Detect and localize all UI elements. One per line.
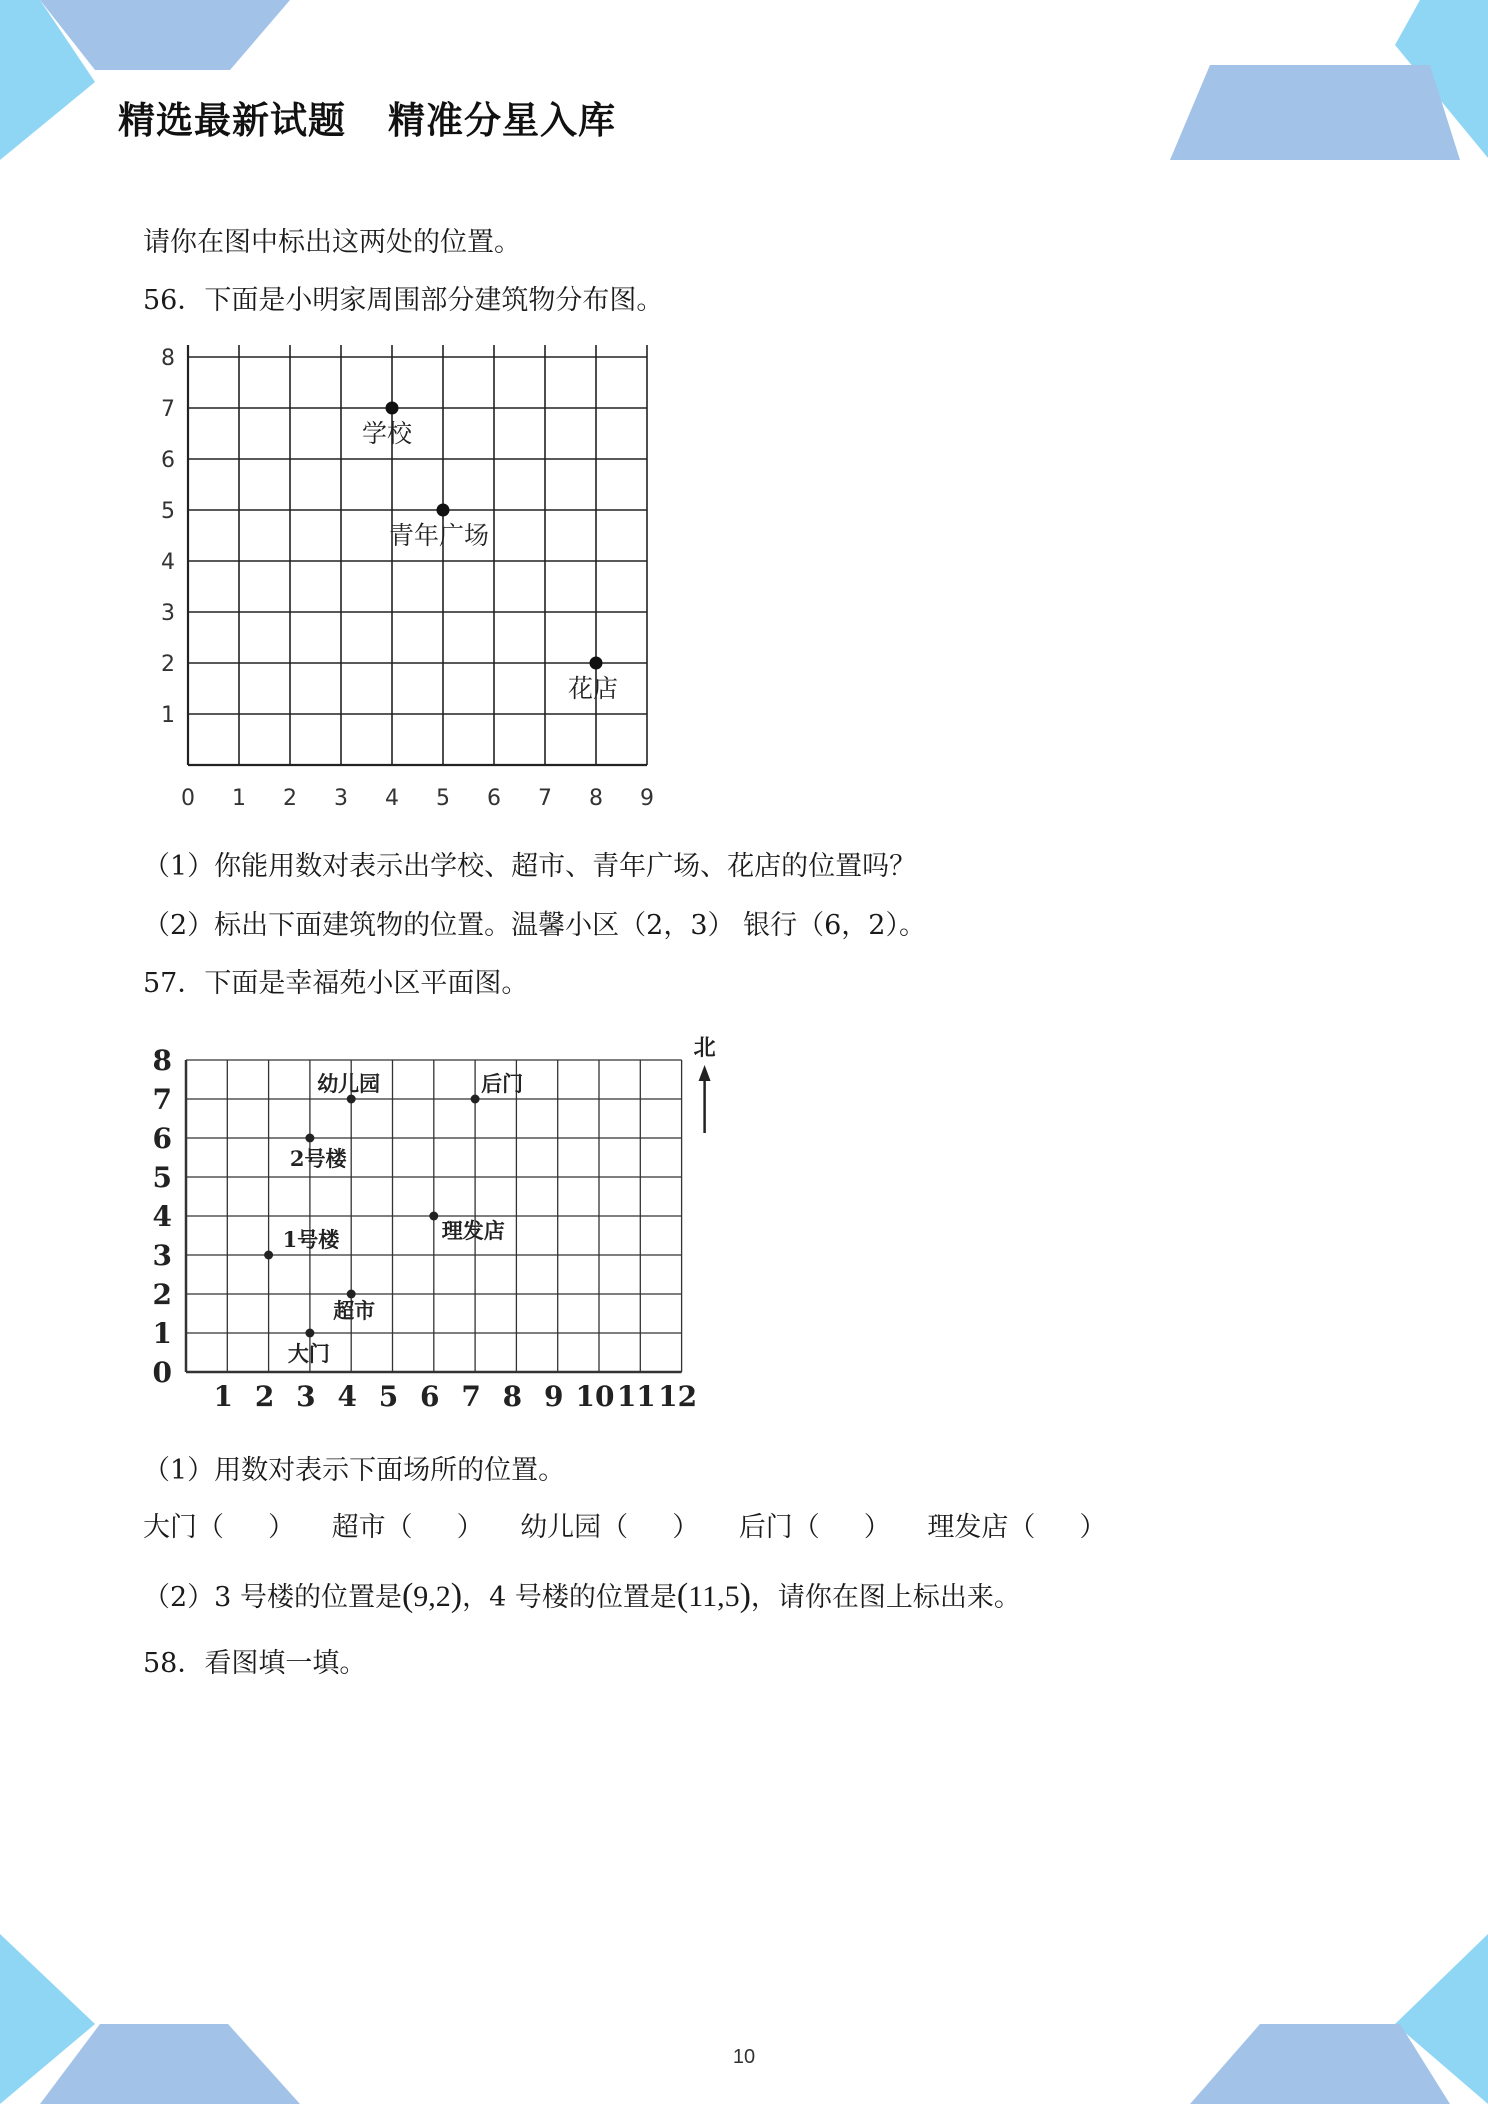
point-label: 1号楼 — [282, 1227, 340, 1252]
y-tick-label: 7 — [161, 397, 175, 422]
fill-item-kindergarten: 幼儿园（ ） — [520, 1512, 700, 1543]
y-tick-label: 8 — [161, 346, 175, 371]
question-56-text: 下面是小明家周围部分建筑物分布图。 — [204, 285, 664, 316]
y-tick-label: 2 — [152, 1278, 172, 1311]
point-label: 幼儿园 — [317, 1071, 381, 1096]
coord-building-3: (9,2) — [401, 1577, 463, 1614]
corner-decoration-bottom-left — [0, 1930, 310, 2104]
x-tick-label: 0 — [181, 786, 195, 811]
page-header-title — [118, 90, 616, 144]
x-tick-label: 8 — [589, 786, 603, 811]
y-tick-label: 5 — [161, 499, 175, 524]
question-56-number: 56． — [143, 285, 205, 316]
question-58-text: 看图填一填。 — [204, 1648, 367, 1679]
corner-decoration-top-right — [1170, 0, 1488, 170]
question-56-sub1: （1）你能用数对表示出学校、超市、青年广场、花店的位置吗？ — [143, 851, 917, 882]
question-58-number: 58． — [143, 1648, 205, 1679]
chart-community-plan — [150, 1035, 740, 1420]
x-tick-label: 2 — [283, 786, 297, 811]
north-arrow-head — [699, 1065, 711, 1081]
question-57 — [143, 968, 528, 1000]
y-tick-label: 2 — [161, 652, 175, 677]
data-point — [305, 1134, 314, 1143]
corner-decoration-bottom-right — [1170, 1930, 1488, 2104]
data-point — [386, 402, 399, 415]
coord-building-4: (11,5) — [676, 1577, 751, 1614]
y-tick-label: 6 — [152, 1122, 172, 1155]
data-point — [471, 1095, 480, 1104]
x-tick-label: 3 — [334, 786, 348, 811]
x-tick-label: 10 — [575, 1380, 615, 1413]
x-tick-label: 7 — [461, 1380, 481, 1413]
point-label: 花店 — [568, 674, 619, 703]
header-title-part1: 精选最新试题 — [118, 99, 346, 142]
x-tick-label: 2 — [254, 1380, 275, 1413]
x-tick-label: 5 — [378, 1380, 399, 1413]
x-tick-label: 1 — [232, 786, 246, 811]
point-label: 超市 — [333, 1298, 376, 1323]
point-label: 后门 — [481, 1071, 524, 1096]
x-tick-label: 9 — [543, 1380, 564, 1413]
x-tick-label: 5 — [436, 786, 450, 811]
y-tick-label: 7 — [152, 1083, 172, 1116]
question-57-number: 57． — [143, 968, 205, 999]
fill-item-supermarket: 超市（ ） — [331, 1512, 484, 1543]
point-label — [515, 345, 565, 346]
x-tick-label: 3 — [296, 1380, 316, 1413]
y-tick-label: 5 — [152, 1161, 172, 1194]
x-tick-label: 8 — [502, 1380, 523, 1413]
question-56-sub2: （2）标出下面建筑物的位置。温馨小区（2，3） 银行（6，2）。 — [143, 910, 926, 941]
y-tick-label: 8 — [152, 1044, 172, 1077]
point-label: 青年广场 — [389, 521, 490, 550]
x-tick-label: 9 — [640, 786, 654, 811]
header-title-part2: 精准分星入库 — [388, 99, 616, 142]
corner-decoration-top-left — [0, 0, 300, 170]
x-tick-label: 4 — [337, 1380, 357, 1413]
intro-line: 请你在图中标出这两处的位置。 — [143, 227, 521, 258]
y-tick-label: 0 — [152, 1356, 172, 1389]
y-tick-label: 3 — [161, 601, 175, 626]
y-tick-label: 1 — [152, 1317, 172, 1350]
question-56 — [143, 285, 663, 317]
data-point — [429, 1212, 438, 1221]
x-tick-label: 7 — [538, 786, 552, 811]
x-tick-label: 12 — [658, 1380, 698, 1413]
y-tick-label: 6 — [161, 448, 175, 473]
data-point — [305, 1329, 314, 1338]
x-tick-label: 6 — [487, 786, 501, 811]
question-57-sub1: （1）用数对表示下面场所的位置。 — [143, 1455, 566, 1486]
x-tick-label: 6 — [420, 1380, 440, 1413]
fill-item-barber: 理发店（ ） — [927, 1512, 1107, 1543]
question-57-text: 下面是幸福苑小区平面图。 — [204, 968, 529, 999]
fill-item-back-gate: 后门（ ） — [738, 1512, 891, 1543]
fill-item-gate: 大门（ ） — [143, 1512, 295, 1543]
data-point — [590, 657, 603, 670]
question-57-fill-row — [143, 1512, 1106, 1544]
data-point — [437, 504, 450, 517]
page-number: 10 — [732, 2046, 756, 2068]
y-tick-label: 3 — [152, 1239, 172, 1272]
point-label: 2号楼 — [289, 1146, 347, 1171]
y-tick-label: 1 — [161, 703, 175, 728]
point-label: 学校 — [362, 419, 413, 448]
north-label: 北 — [693, 1035, 716, 1061]
point-label: 理发店 — [441, 1218, 505, 1243]
y-tick-label: 4 — [161, 550, 175, 575]
x-tick-label: 11 — [616, 1380, 656, 1413]
data-point — [264, 1251, 273, 1260]
question-58 — [143, 1648, 366, 1680]
question-57-sub2: （2）3 号楼的位置是(9,2)，4 号楼的位置是(11,5)，请你在图上标出来。 — [143, 1577, 1021, 1614]
y-tick-label: 4 — [152, 1200, 172, 1233]
x-tick-label: 1 — [213, 1380, 234, 1413]
chart-building-map — [150, 345, 680, 815]
point-label: 大门 — [287, 1341, 330, 1366]
x-tick-label: 4 — [385, 786, 399, 811]
